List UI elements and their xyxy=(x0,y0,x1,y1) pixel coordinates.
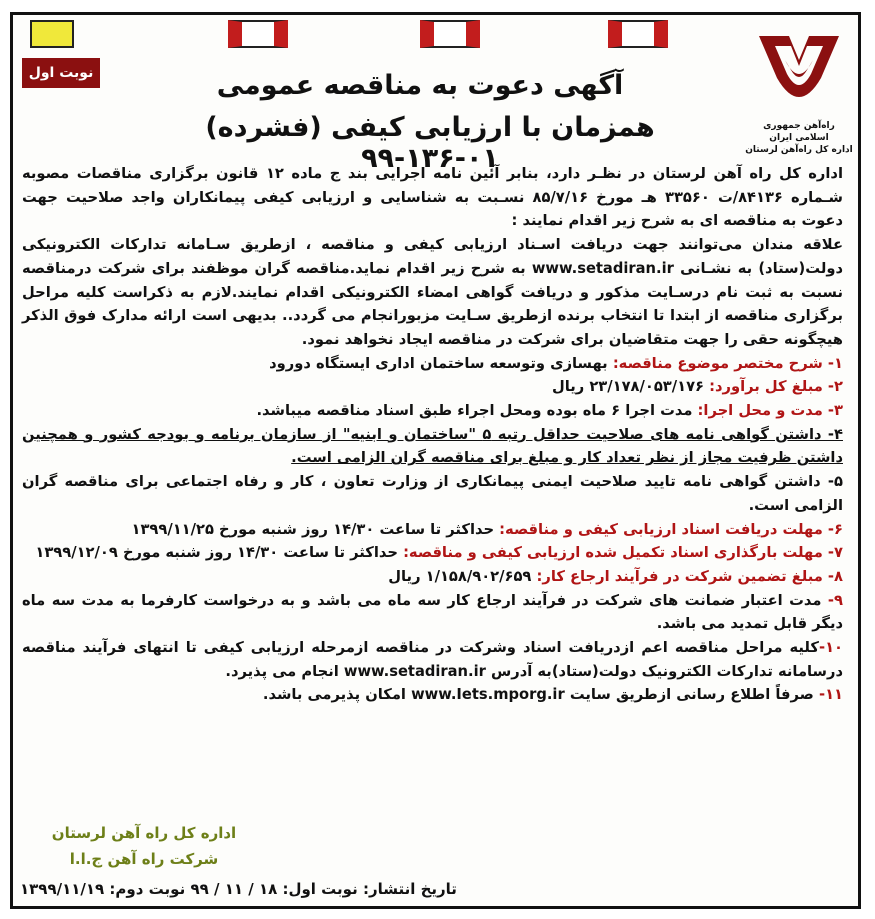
red-strip-mid xyxy=(420,20,480,48)
item-3 xyxy=(22,399,843,423)
instructions-paragraph: علاقه مندان می‌توانند جهت دریافت اسـناد ارزیابی کیفی و مناقصه ، ازطریق سـامانه تدارکات الکترونیکی دولت(ستاد) به نشـانی www.setadiran.ir به شرح زیر اقدام نماید.مناقصه گران موظفند برای شرکت درمناقصه نسبت به ثبت نام درسـایت مذکور و دریافت گواهی امضاء الکترونیکی اقدام نمایند.لازم به ذکراست کلیه مراحل برگزاری مناقصه از ابتدا تا انتخاب برنده ازطریق سـایت مزبورانجام می گردد.. بدیهی است ارائه مدارک فوق الذکر هیچگونه حقی را جهت متقاضیان برای شرکت در مناقصه ایجاد نخواهد نمود. xyxy=(22,236,843,348)
item-3-label: ۳- مدت و محل اجرا: xyxy=(697,402,843,420)
red-strip-right xyxy=(608,20,668,48)
logo-caption-line-2: اداره کل راه‌آهن لرستان xyxy=(745,145,853,155)
item-7-text: حداکثر تا ساعت ۱۴/۳۰ روز شنبه مورخ ۱۳۹۹/۱۲/۰۹ xyxy=(35,544,404,562)
item-10 xyxy=(22,636,843,683)
logo-caption xyxy=(745,120,853,156)
item-11-text: صرفاً اطلاع رسانی ازطریق سایت www.Iets.mporg.ir امکان پذیرمی باشد. xyxy=(262,686,819,704)
item-4-text: ۴- داشتن گواهی نامه های صلاحیت حداقل رتبه ۵ "ساختمان و ابنیه" از سازمان برنامه و بودجه کشور و همچنین داشتن ظرفیت مجاز از نظر تعداد کار و مبلغ برای مناقصه گران الزامی است. xyxy=(22,425,843,467)
item-11-label: ۱۱- xyxy=(818,686,843,704)
railway-logo-icon xyxy=(745,30,853,120)
item-6 xyxy=(22,518,843,542)
item-1 xyxy=(22,352,843,376)
publish-date: تاریخ انتشار: نوبت اول: ۱۸ / ۱۱ / ۹۹ نوبت دوم: ۱۳۹۹/۱۱/۱۹ xyxy=(20,880,457,898)
item-7-label: ۷- مهلت بارگذاری اسناد تکمیل شده ارزیابی کیفی و مناقصه: xyxy=(403,544,843,562)
signature-line-1: اداره کل راه آهن لرستان xyxy=(51,824,237,842)
item-7 xyxy=(22,541,843,565)
page-title: آگهی دعوت به مناقصه عمومی xyxy=(216,70,624,101)
item-4 xyxy=(22,423,843,470)
page-subtitle: همزمان با ارزیابی کیفی (فشرده) ۰۱-۱۳۶-۹۹ xyxy=(205,112,655,174)
item-10-text: کلیه مراحل مناقصه اعم ازدریافت اسناد وشرکت در مناقصه ازمرحله ارزیابی کیفی تا انتهای فرآیند مناقصه درسامانه تدارکات الکترونیک دولت(ستاد)به آدرس www.setadiran.ir انجام می پذیرد. xyxy=(22,639,843,680)
yellow-strip xyxy=(30,20,74,48)
item-3-text: مدت اجرا ۶ ماه بوده ومحل اجراء طبق اسناد مناقصه میباشد. xyxy=(256,402,698,420)
item-8-text: ۱/۱۵۸/۹۰۲/۶۵۹ ریال xyxy=(388,567,537,585)
item-6-text: حداکثر تا ساعت ۱۴/۳۰ روز شنبه مورخ ۱۳۹۹/۱۱/۲۵ xyxy=(131,520,500,538)
item-10-label: ۱۰- xyxy=(818,639,843,657)
item-9 xyxy=(22,589,843,636)
item-9-label: ۹- xyxy=(827,591,843,609)
item-11 xyxy=(22,683,843,707)
item-9-text: مدت اعتبار ضمانت های شرکت در فرآیند ارجاع کار سه ماه می باشد و به درخواست کارفرما به مدت سه ماه دیگر قابل تمدید می باشد. xyxy=(22,591,843,633)
item-8-label: ۸- مبلغ تضمین شرکت در فرآیند ارجاع کار: xyxy=(536,567,843,585)
item-6-label: ۶- مهلت دریافت اسناد ارزیابی کیفی و مناقصه: xyxy=(499,520,843,538)
item-5 xyxy=(22,470,843,517)
item-1-text: بهسازی وتوسعه ساختمان اداری ایستگاه دورود xyxy=(269,354,613,372)
item-8 xyxy=(22,565,843,589)
advert-body xyxy=(22,162,843,707)
round-badge: نوبت اول xyxy=(22,58,100,88)
item-2-label: ۲- مبلغ کل برآورد: xyxy=(709,378,843,396)
signature-line-2: شرکت راه آهن ج.ا.ا xyxy=(69,850,219,868)
item-1-label: ۱- شرح مختصر موضوع مناقصه: xyxy=(612,354,843,372)
red-strip-left xyxy=(228,20,288,48)
logo-caption-line-1: راه‌آهن جمهوری اسلامی ایران xyxy=(763,121,835,143)
intro-paragraph: اداره کل راه آهن لرستان در نظـر دارد، بنابر آئین نامه اجرایی بند ج ماده ۱۲ قانون برگزاری مناقصات مصوبه شـماره ۸۴۱۳۶/ت ۳۳۵۶۰ هـ مورخ ۸۵/۷/۱۶ نسـبت به شناسایی و ارزیابی کیفی پیمانکاران واجد صلاحیت جهت دعوت به مناقصه ای به شرح زیر اقدام نمایند : xyxy=(22,165,843,230)
item-2 xyxy=(22,375,843,399)
item-2-text: ۲۳/۱۷۸/۰۵۳/۱۷۶ ریال xyxy=(551,378,710,396)
item-5-text: ۵- داشتن گواهی نامه تایید صلاحیت ایمنی پیمانکاری از وزارت تعاون ، کار و رفاه اجتماعی برای مناقصه گران الزامی است. xyxy=(22,473,843,514)
